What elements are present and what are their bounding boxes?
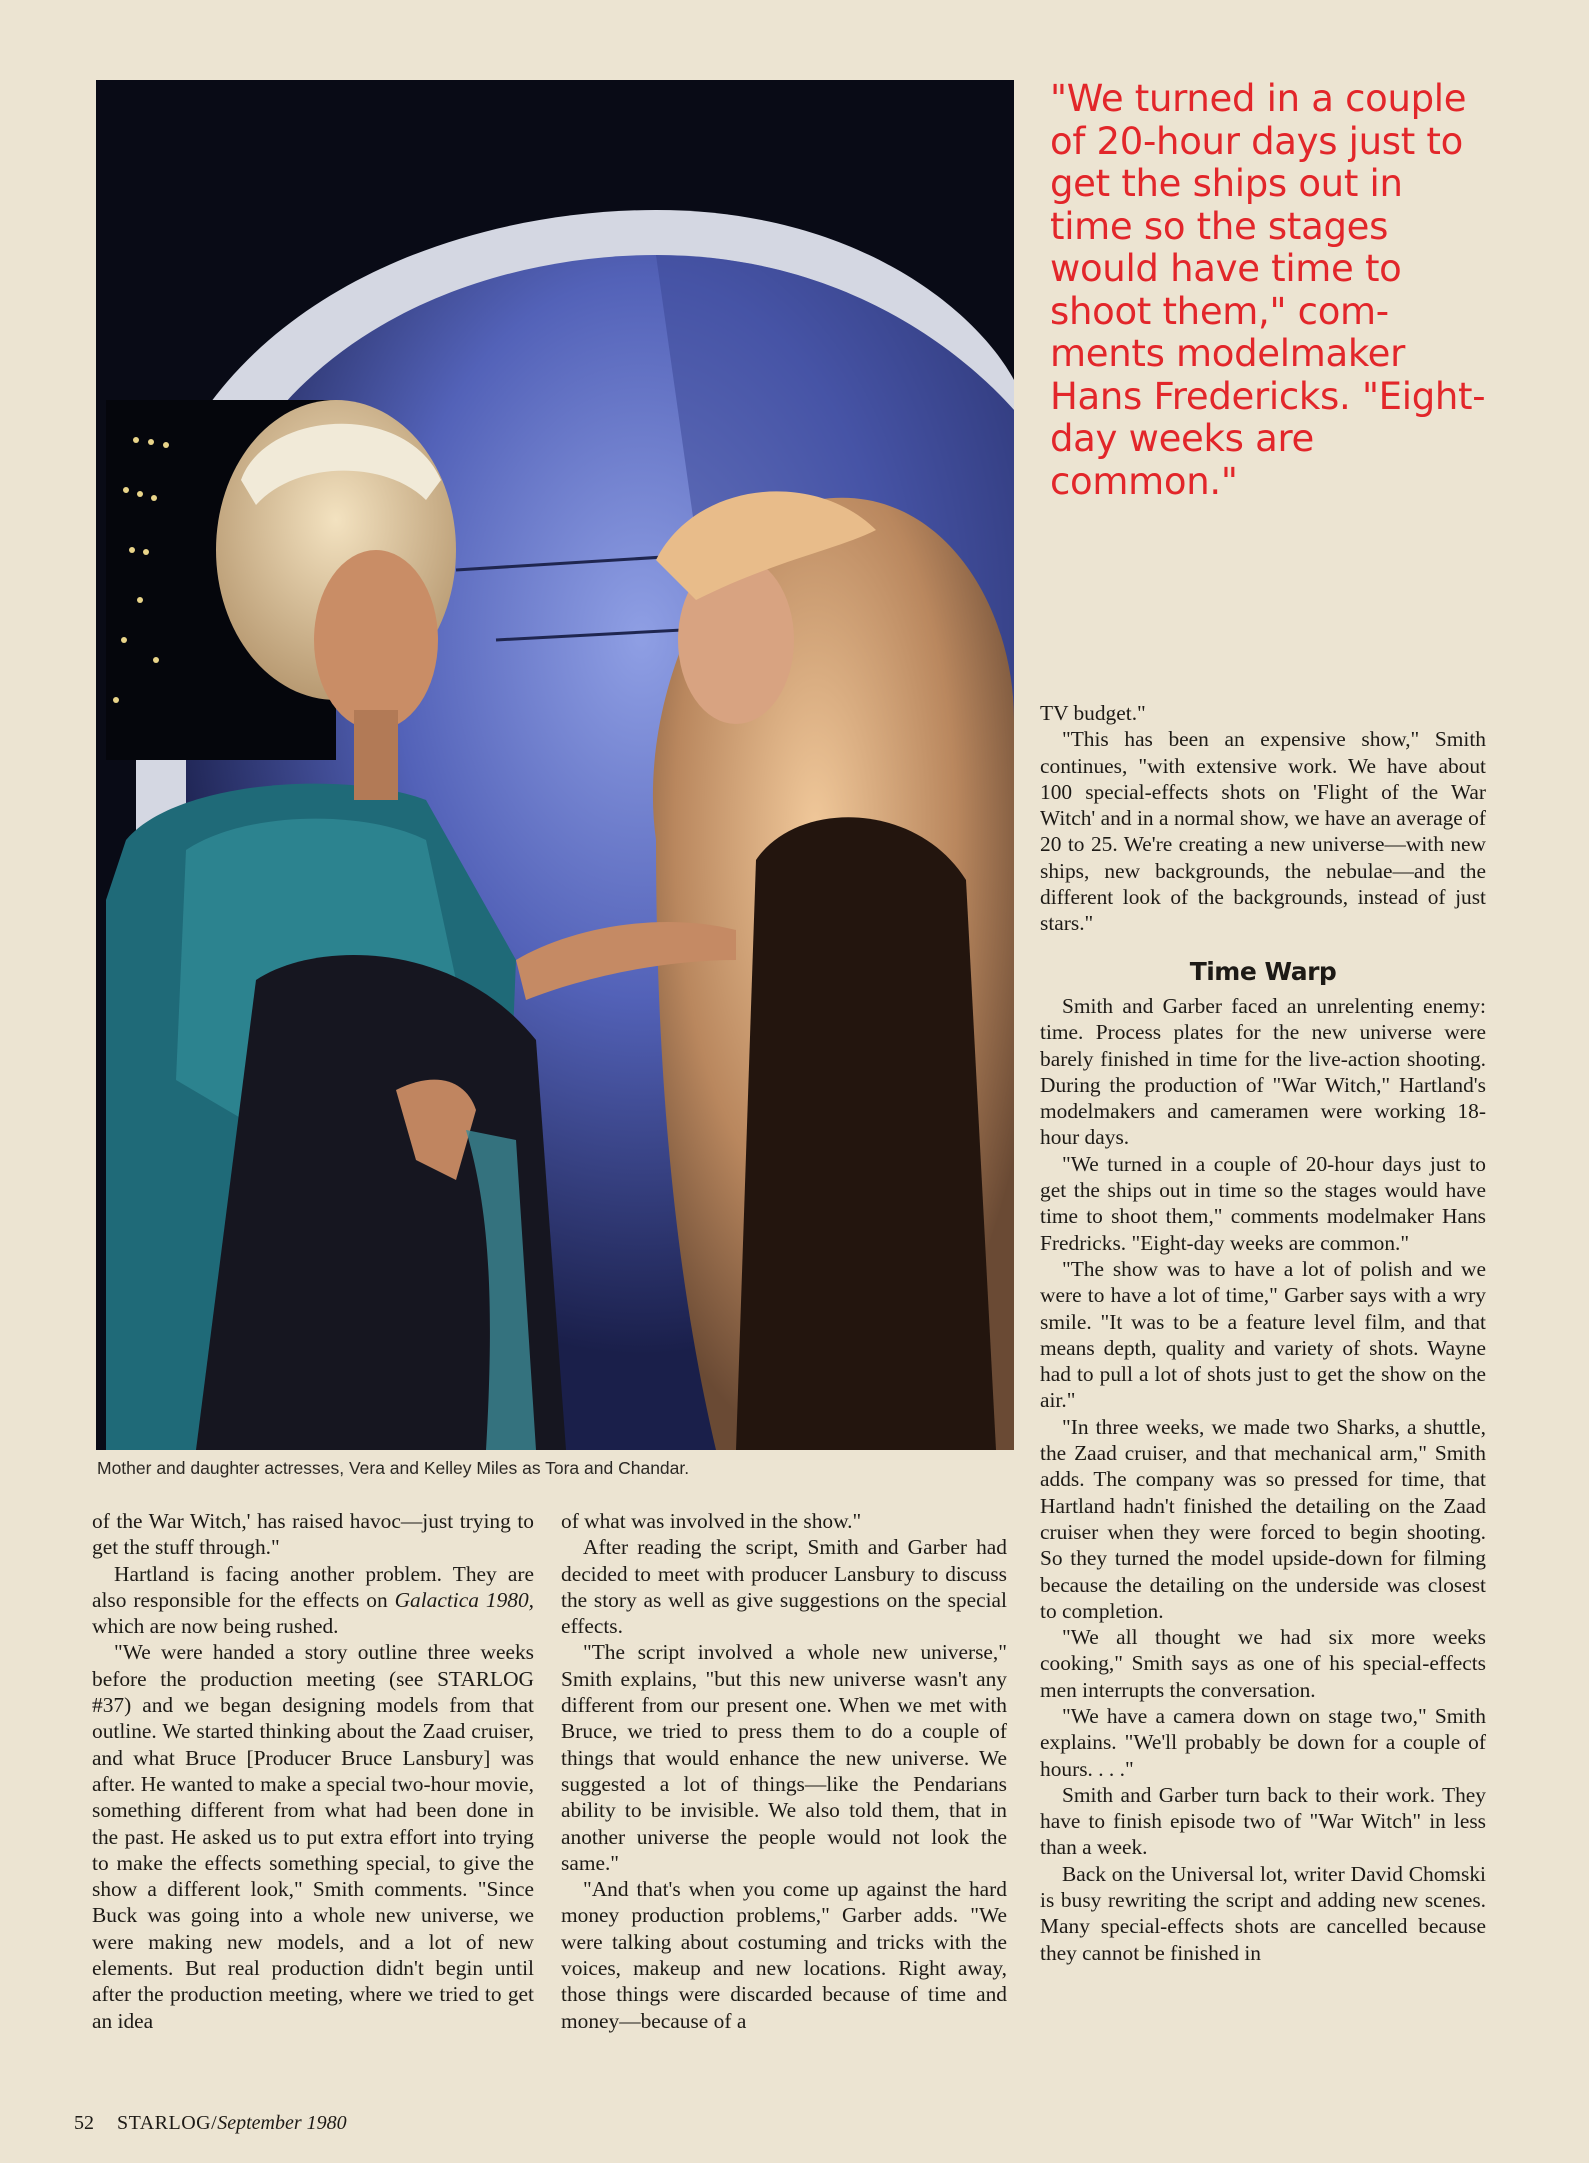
paragraph: Back on the Universal lot, writer David Chomski is busy rewriting the script and adding new scenes. Many special-effects shots are cancelled because they cannot be finished in bbox=[1040, 1861, 1486, 1965]
page-footer bbox=[74, 2112, 347, 2135]
paragraph: After reading the script, Smith and Garber had decided to meet with producer Lansbury to discuss the story as well as give suggestions on the special effects. bbox=[561, 1535, 1007, 1639]
paragraph: "This has been an expensive show," Smith continues, "with extensive work. We have about 100 special-effects shots on 'Flight of the War Witch' and in a normal show, we have an average of 20 to 25. We're creating a new universe—with new ships, new backgrounds, the nebulae—and the different look of the backgrounds, instead of just stars." bbox=[1040, 727, 1486, 936]
paragraph: "We turned in a couple of 20-hour days just to get the ships out in time so the stages would have time to shoot them," comments modelmaker Hans Fredricks. "Eight-day weeks are common." bbox=[1040, 1151, 1486, 1255]
paragraph: Smith and Garber turn back to their work. They have to finish episode two of "War Witch" in less than a week. bbox=[1040, 1782, 1486, 1860]
paragraph: "The show was to have a lot of polish and we were to have a lot of time," Garber says with a wry smile. "It was to be a feature level film, and that means depth, quality and variety of shots. Wayne had to pull a lot of shots just to get the show on the air." bbox=[1040, 1256, 1486, 1413]
paragraph: TV budget." bbox=[1040, 701, 1146, 725]
paragraph: "And that's when you come up against the hard money production problems," Garber adds. "We were talking about costuming and tricks with the voices, makeup and new locations. Right away, those things were discarded because of time and money—because of a bbox=[561, 1877, 1007, 2033]
photo-illustration bbox=[96, 80, 1014, 1450]
issue-date: September 1980 bbox=[217, 2112, 347, 2134]
paragraph: Smith and Garber faced an unrelenting enemy: time. Process plates for the new universe were barely finished in time for the live-action shooting. During the production of "War Witch," Hartland's modelmakers and cameramen were working 18-hour days. bbox=[1040, 993, 1486, 1150]
show-title-italic: Galactica 1980, bbox=[394, 1587, 535, 1612]
pull-quote: "We turned in a couple of 20-hour days just to get the ships out in time so the stages would have time to shoot them," com- ments modelmaker Hans Fredericks. "Eight- day weeks are common." bbox=[1050, 77, 1486, 503]
paragraph: Hartland is facing another problem. They are also responsible for the effects on Galactica 1980, which are now being rushed. bbox=[92, 1561, 535, 1639]
paragraph: of the War Witch,' has raised havoc—just trying to get the stuff through." bbox=[92, 1509, 534, 1560]
article-photo bbox=[96, 80, 1014, 1450]
article-column-2 bbox=[561, 1508, 1007, 2034]
paragraph: "We all thought we had six more weeks cooking," Smith says as one of his special-effects men interrupts the conversation. bbox=[1040, 1625, 1486, 1702]
photo-caption: Mother and daughter actresses, Vera and Kelley Miles as Tora and Chandar. bbox=[97, 1458, 690, 1478]
publication-name: STARLOG/ bbox=[117, 2112, 218, 2134]
section-subhead: Time Warp bbox=[1189, 956, 1337, 986]
paragraph: "The script involved a whole new universe," Smith explains, "but this new universe wasn't any different from our present one. When we met with Bruce, we tried to press them to do a couple of things that would enhance the new universe. We suggested a lot of things—like the Pendarians ability to be invisible. We also told them, that in another universe the people would not look the same." bbox=[561, 1640, 1007, 1875]
article-column-1 bbox=[92, 1508, 534, 2034]
paragraph: "In three weeks, we made two Sharks, a shuttle, the Zaad cruiser, and that mechanical arm," Smith adds. The company was so pressed for time, that Hartland hadn't finished the detailing on the Zaad cruiser when they were forced to begin shooting. So they turned the model upside-down for filming because the detailing on the underside was closest to completion. bbox=[1040, 1414, 1486, 1623]
article-column-3 bbox=[1040, 700, 1486, 1966]
paragraph: of what was involved in the show." bbox=[561, 1509, 862, 1533]
page-number: 52 bbox=[74, 2112, 94, 2134]
paragraph: "We have a camera down on stage two," Smith explains. "We'll probably be down for a couple of hours. . . ." bbox=[1040, 1703, 1486, 1781]
paragraph: "We were handed a story outline three weeks before the production meeting (see STARLOG #37) and we began designing models from that outline. We started thinking about the Zaad cruiser, and what Bruce [Producer Bruce Lansbury] was after. He wanted to make a special two-hour movie, something different from what had been done in the past. He asked us to put extra effort into trying to make the effects something special, to give the show a different look," Smith comments. "Since Buck was going into a whole new universe, we were making new models, and a lot of new elements. But real production didn't begin until after the production meeting, where we tried to get an idea bbox=[92, 1640, 534, 2033]
